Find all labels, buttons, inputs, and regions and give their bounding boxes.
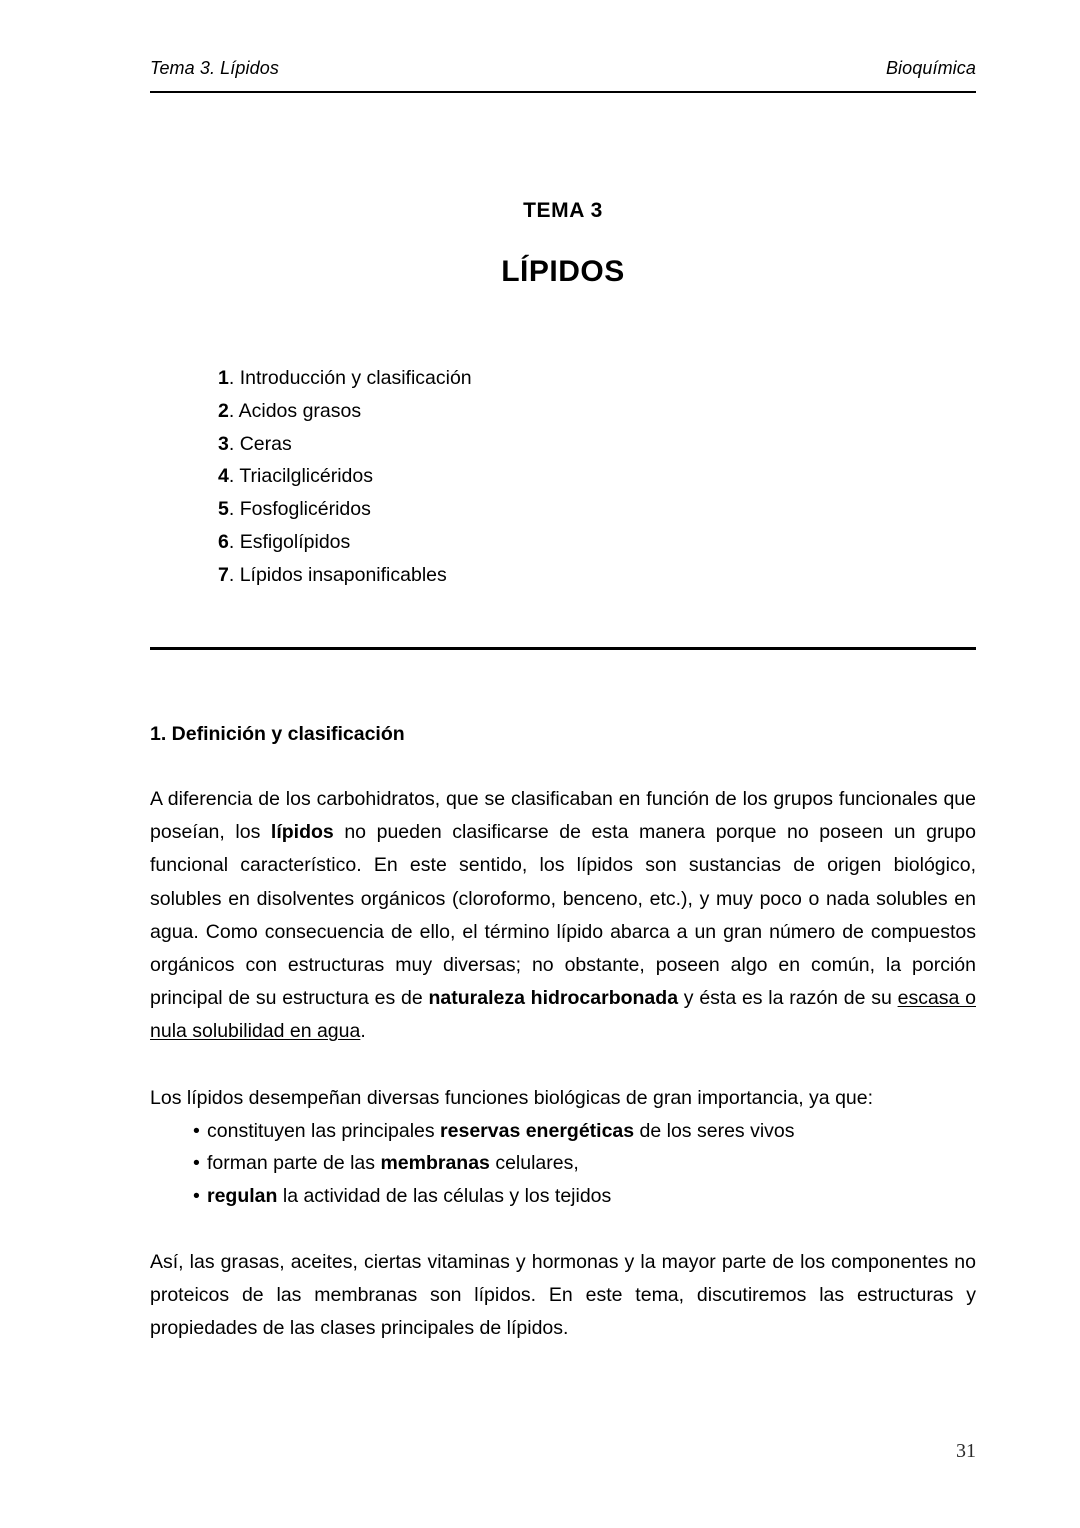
bullet-text-post: de los seres vivos [634,1119,795,1142]
toc-item-number: 4 [218,465,229,488]
par1-underline-solubilidad: escasa o nula solubilidad en agua [150,987,976,1043]
toc-item-separator: . [228,465,240,488]
toc-item-number: 7 [218,563,229,586]
toc-item [218,362,918,395]
toc-item-separator: . [228,432,240,455]
bullet-text-bold: membranas [380,1152,490,1175]
bullet-text-pre: constituyen las principales [207,1119,441,1142]
toc-item-label: Fosfoglicéridos [239,498,371,521]
section-heading: 1. Definición y clasificación [150,723,405,745]
toc-item-number: 2 [218,399,229,422]
bullet-icon: • [193,1119,200,1142]
toc-item-number: 1 [218,367,229,389]
header-right-text: Bioquímica [885,58,976,78]
paragraph-spacer [150,1049,976,1082]
section-divider [150,647,976,650]
toc-item-separator: . [228,498,240,521]
toc-item-label: Lípidos insaponificables [239,563,447,586]
bullet-text-post: celulares, [489,1152,579,1175]
par1-run1: A diferencia de los carbohidratos, que se clasificaban en función de los grupos funcionales que poseían, los [150,788,976,844]
toc-item [218,559,918,592]
paragraph-spacer [150,1213,976,1246]
list-item [193,1180,976,1213]
running-header [150,58,976,79]
paragraph-definition [150,783,976,1049]
function-bullet-list [150,1115,976,1213]
par1-run3: y ésta es la razón de su [678,987,898,1010]
bullet-text-post: la actividad de las células y los tejidos [277,1185,612,1208]
toc-item [218,428,918,461]
document-body [150,721,976,1345]
list-item [193,1147,976,1180]
paragraph-list-intro: Los lípidos desempeñan diversas funciones biológicas de gran importancia, ya que: [150,1086,874,1109]
bullet-text-bold: reservas energéticas [440,1119,635,1142]
toc-item-separator: . [228,399,239,422]
toc-item-label: Acidos grasos [238,399,362,422]
paragraph-closing: Así, las grasas, aceites, ciertas vitaminas y hormonas y la mayor parte de los componentes no proteicos de las membranas son lípidos. En este tema, discutiremos las estructuras y propiedades de las clases principales de lípidos. [150,1250,976,1340]
toc-item-number: 6 [218,530,229,553]
toc-item-label: Ceras [239,432,292,455]
toc-item-separator: . [228,367,240,389]
par1-run2: no pueden clasificarse de esta manera porque no poseen un grupo funcional característico. En este sentido, los lípidos son sustancias de origen biológico, solubles en disolventes orgánicos (cloroformo, benceno, etc.), y muy poco o nada solubles en agua. Como consecuencia de ello, el término lípido abarca a un gran número de compuestos orgánicos con estructuras muy diversas; no obstante, poseen algo en común, la porción principal de su estructura es de [150,821,976,1010]
page-title: LÍPIDOS [501,255,625,288]
toc-item-label: Esfigolípidos [239,530,351,553]
bullet-text-pre: forman parte de las [207,1152,381,1175]
toc-item-label: Triacilglicéridos [239,465,373,488]
toc-item [218,526,918,559]
toc-item [218,493,918,526]
toc-item [218,460,918,493]
bullet-text-bold: regulan [207,1185,278,1208]
tema-title: TEMA 3 [523,199,603,222]
par1-bold-naturaleza: naturaleza hidrocarbonada [428,987,679,1010]
toc-item-separator: . [228,530,240,553]
toc-item-number: 3 [218,432,229,455]
toc-item-separator: . [228,563,240,586]
par1-bold-lipidos: lípidos [270,821,334,844]
page-number: 31 [956,1440,976,1462]
table-of-contents [218,362,918,592]
toc-item-label: Introducción y clasificación [239,367,472,389]
header-left-text: Tema 3. Lípidos [150,58,279,78]
toc-item-number: 5 [218,498,229,521]
list-item [193,1115,976,1148]
bullet-icon: • [193,1152,200,1175]
par1-run4: . [360,1020,366,1043]
bullet-icon: • [193,1185,200,1208]
header-rule [150,91,976,93]
toc-item [218,395,918,428]
